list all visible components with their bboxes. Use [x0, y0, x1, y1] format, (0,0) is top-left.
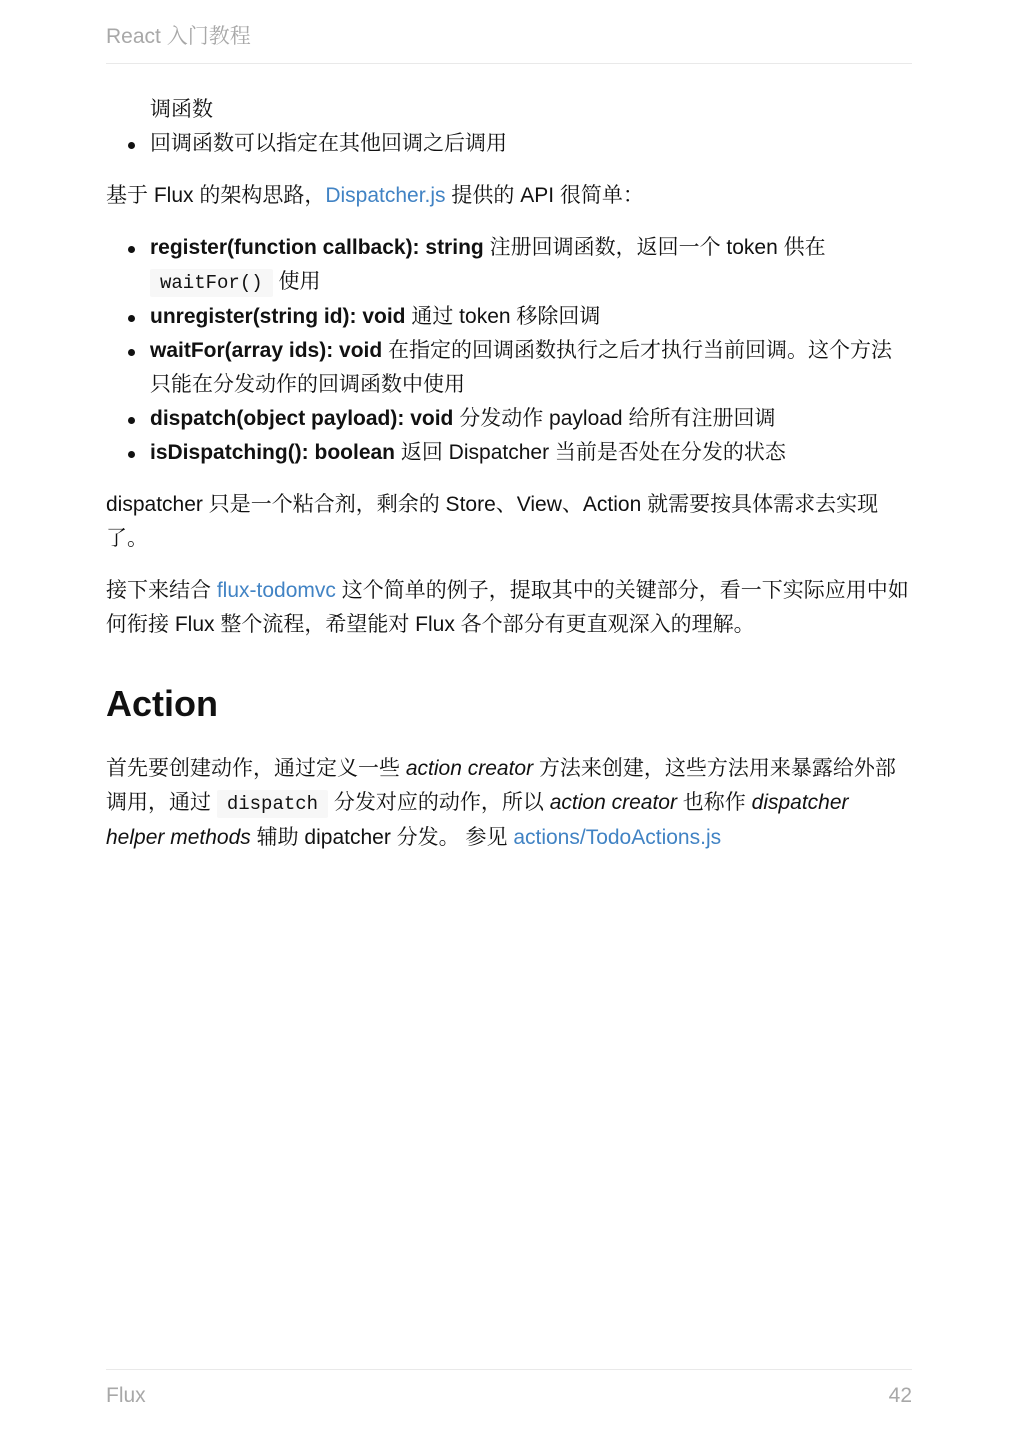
api-list: [106, 231, 912, 470]
api-description: 通过 token 移除回调: [405, 305, 601, 328]
chapter-name: Flux: [106, 1384, 146, 1407]
list-item-continuation: 调函数: [150, 98, 213, 121]
dispatcher-js-link[interactable]: Dispatcher.js: [325, 184, 446, 207]
dispatcher-helper-term: dispatcher helper methods: [106, 791, 849, 849]
page-number: 42: [888, 1384, 912, 1407]
api-description: 在指定的回调函数执行之后才执行当前回调。这个方法只能在分发动作的回调函数中使用: [150, 339, 893, 396]
bullet-icon: [128, 349, 135, 356]
example-before: 接下来结合: [106, 579, 217, 602]
dispatcher-intro-after: 提供的 API 很简单：: [445, 184, 644, 207]
api-signature: isDispatching(): boolean: [150, 441, 396, 464]
action-text-4: 也称作: [676, 791, 752, 814]
api-description-tail: 使用: [272, 270, 321, 293]
api-item-isdispatching: [106, 436, 912, 470]
api-item-waitfor: [106, 334, 912, 402]
api-item-dispatch: [106, 402, 912, 436]
inline-code: dispatch: [217, 790, 328, 818]
bullet-icon: [128, 451, 135, 458]
bullet-icon: [128, 246, 135, 253]
api-signature: dispatch(object payload): void: [150, 407, 454, 430]
dispatcher-intro-paragraph: [106, 179, 912, 213]
inline-code: waitFor(): [150, 269, 273, 297]
intro-list: [106, 127, 912, 161]
api-description: 分发动作 payload 给所有注册回调: [453, 407, 776, 430]
page-header: [106, 22, 912, 64]
api-signature: waitFor(array ids): void: [150, 339, 383, 362]
bullet-icon: [128, 417, 135, 424]
action-text-5: 辅助 dipatcher 分发。 参见: [250, 826, 514, 849]
page-footer: [106, 1369, 912, 1420]
section-heading: Action: [106, 683, 218, 724]
list-item: [106, 127, 912, 161]
action-paragraph: [106, 752, 912, 855]
action-text-3: 分发对应的动作，所以: [328, 791, 550, 814]
action-text-1: 首先要创建动作，通过定义一些: [106, 757, 406, 780]
action-creator-term-2: action creator: [549, 791, 677, 814]
book-title: React 入门教程: [106, 25, 251, 48]
api-signature: unregister(string id): void: [150, 305, 406, 328]
example-after: 这个简单的例子，提取其中的关键部分，看一下实际应用中如何衔接 Flux 整个流程，希望能对 Flux 各个部分有更直观深入的理解。: [106, 579, 909, 636]
bullet-icon: [128, 142, 135, 149]
api-item-unregister: [106, 300, 912, 334]
dispatcher-intro-before: 基于 Flux 的架构思路，: [106, 184, 326, 207]
example-paragraph: [106, 574, 912, 642]
page-content: [106, 93, 912, 855]
todo-actions-link[interactable]: actions/TodoActions.js: [513, 826, 722, 849]
glue-paragraph: dispatcher 只是一个粘合剂，剩余的 Store、View、Action 就需要按具体需求去实现了。: [106, 493, 879, 550]
api-description: 注册回调函数，返回一个 token 供在: [483, 236, 826, 259]
bullet-icon: [128, 315, 135, 322]
api-description: 返回 Dispatcher 当前是否处在分发的状态: [395, 441, 786, 464]
list-item-text: 回调函数可以指定在其他回调之后调用: [150, 132, 507, 155]
api-signature: register(function callback): string: [150, 236, 484, 259]
api-item-register: [106, 231, 912, 300]
section-heading-wrap: [106, 684, 912, 724]
action-creator-term: action creator: [405, 757, 534, 780]
flux-todomvc-link[interactable]: flux-todomvc: [216, 579, 336, 602]
action-text-2: 方法来创建，这些方法用来暴露给外部调用，通过: [106, 757, 896, 814]
